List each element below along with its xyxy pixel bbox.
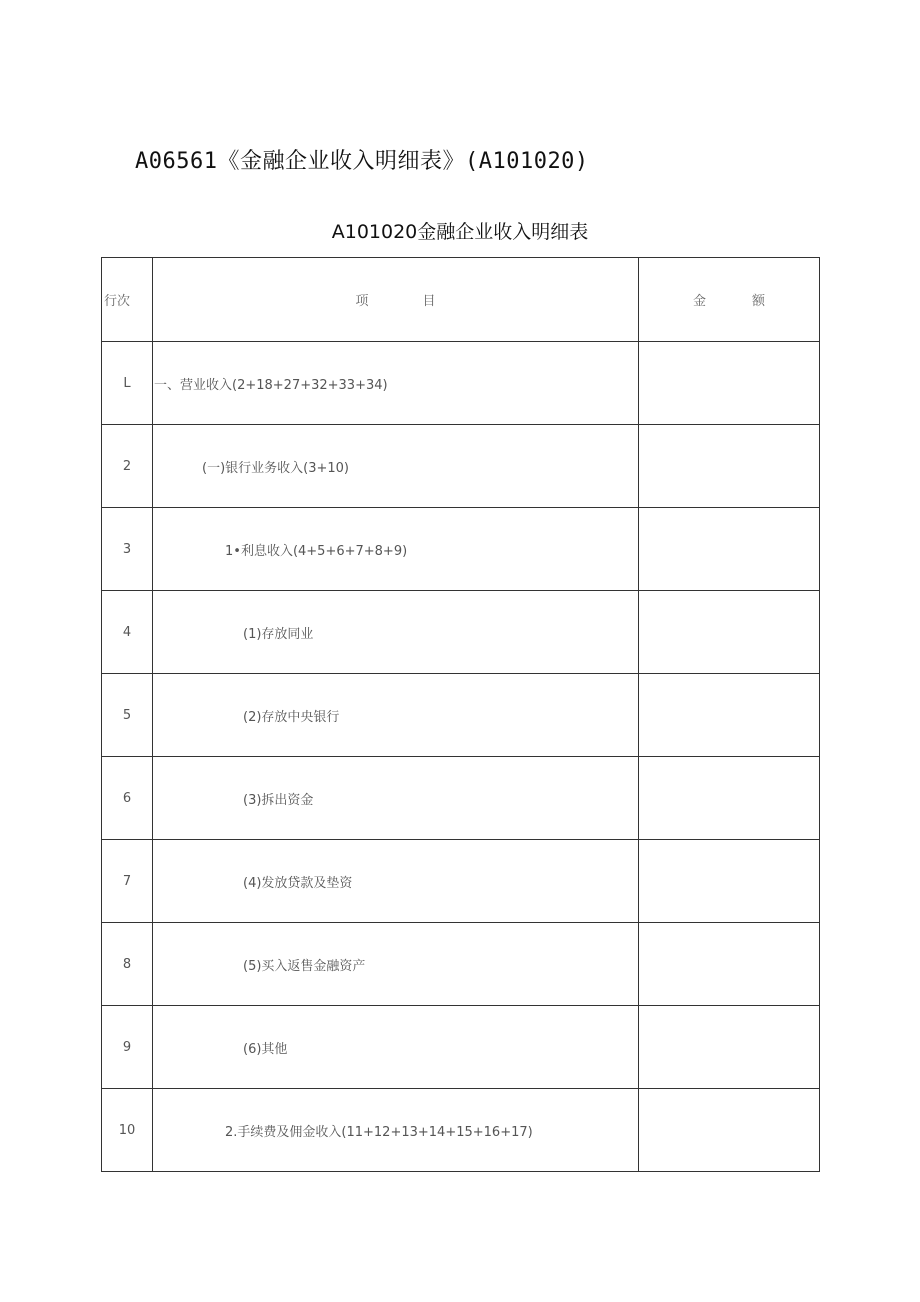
row-amount[interactable] bbox=[639, 923, 820, 1006]
header-item-part-a: 项 bbox=[355, 294, 369, 309]
row-amount[interactable] bbox=[639, 757, 820, 840]
row-amount[interactable] bbox=[639, 508, 820, 591]
row-item: (2)存放中央银行 bbox=[153, 674, 639, 757]
row-no: 6 bbox=[102, 757, 153, 840]
row-no: 10 bbox=[102, 1089, 153, 1172]
row-no: 4 bbox=[102, 591, 153, 674]
row-no: L bbox=[102, 342, 153, 425]
header-amount bbox=[639, 258, 820, 342]
row-item: 2.手续费及佣金收入(11+12+13+14+15+16+17) bbox=[153, 1089, 639, 1172]
table-row bbox=[102, 1006, 820, 1089]
row-amount[interactable] bbox=[639, 342, 820, 425]
table-header-row bbox=[102, 258, 820, 342]
header-item bbox=[153, 258, 639, 342]
row-amount[interactable] bbox=[639, 1006, 820, 1089]
row-amount[interactable] bbox=[639, 591, 820, 674]
table-row bbox=[102, 591, 820, 674]
header-amount-part-a: 金 bbox=[692, 294, 706, 309]
table-row bbox=[102, 923, 820, 1006]
row-no: 8 bbox=[102, 923, 153, 1006]
table-row bbox=[102, 508, 820, 591]
table-row bbox=[102, 840, 820, 923]
header-item-part-b: 目 bbox=[422, 294, 436, 309]
table-row bbox=[102, 1089, 820, 1172]
document-heading: A06561《金融企业收入明细表》(A101020) bbox=[135, 149, 589, 174]
row-amount[interactable] bbox=[639, 425, 820, 508]
table-title: A101020金融企业收入明细表 bbox=[331, 221, 589, 243]
table-row bbox=[102, 674, 820, 757]
row-no: 3 bbox=[102, 508, 153, 591]
row-item: (6)其他 bbox=[153, 1006, 639, 1089]
row-amount[interactable] bbox=[639, 1089, 820, 1172]
table-row bbox=[102, 757, 820, 840]
row-no: 9 bbox=[102, 1006, 153, 1089]
row-no: 7 bbox=[102, 840, 153, 923]
row-item: (5)买入返售金融资产 bbox=[153, 923, 639, 1006]
header-amount-part-b: 额 bbox=[752, 294, 766, 309]
row-amount[interactable] bbox=[639, 674, 820, 757]
row-item: (4)发放贷款及垫资 bbox=[153, 840, 639, 923]
row-no: 2 bbox=[102, 425, 153, 508]
row-item: 一、营业收入(2+18+27+32+33+34) bbox=[153, 342, 639, 425]
row-amount[interactable] bbox=[639, 840, 820, 923]
table-row bbox=[102, 342, 820, 425]
row-item: (3)拆出资金 bbox=[153, 757, 639, 840]
table-row bbox=[102, 425, 820, 508]
row-item: 1•利息收入(4+5+6+7+8+9) bbox=[153, 508, 639, 591]
row-no: 5 bbox=[102, 674, 153, 757]
row-item: (1)存放同业 bbox=[153, 591, 639, 674]
header-row-no: 行次 bbox=[102, 258, 153, 342]
income-detail-table bbox=[101, 257, 820, 1172]
row-item: (一)银行业务收入(3+10) bbox=[153, 425, 639, 508]
